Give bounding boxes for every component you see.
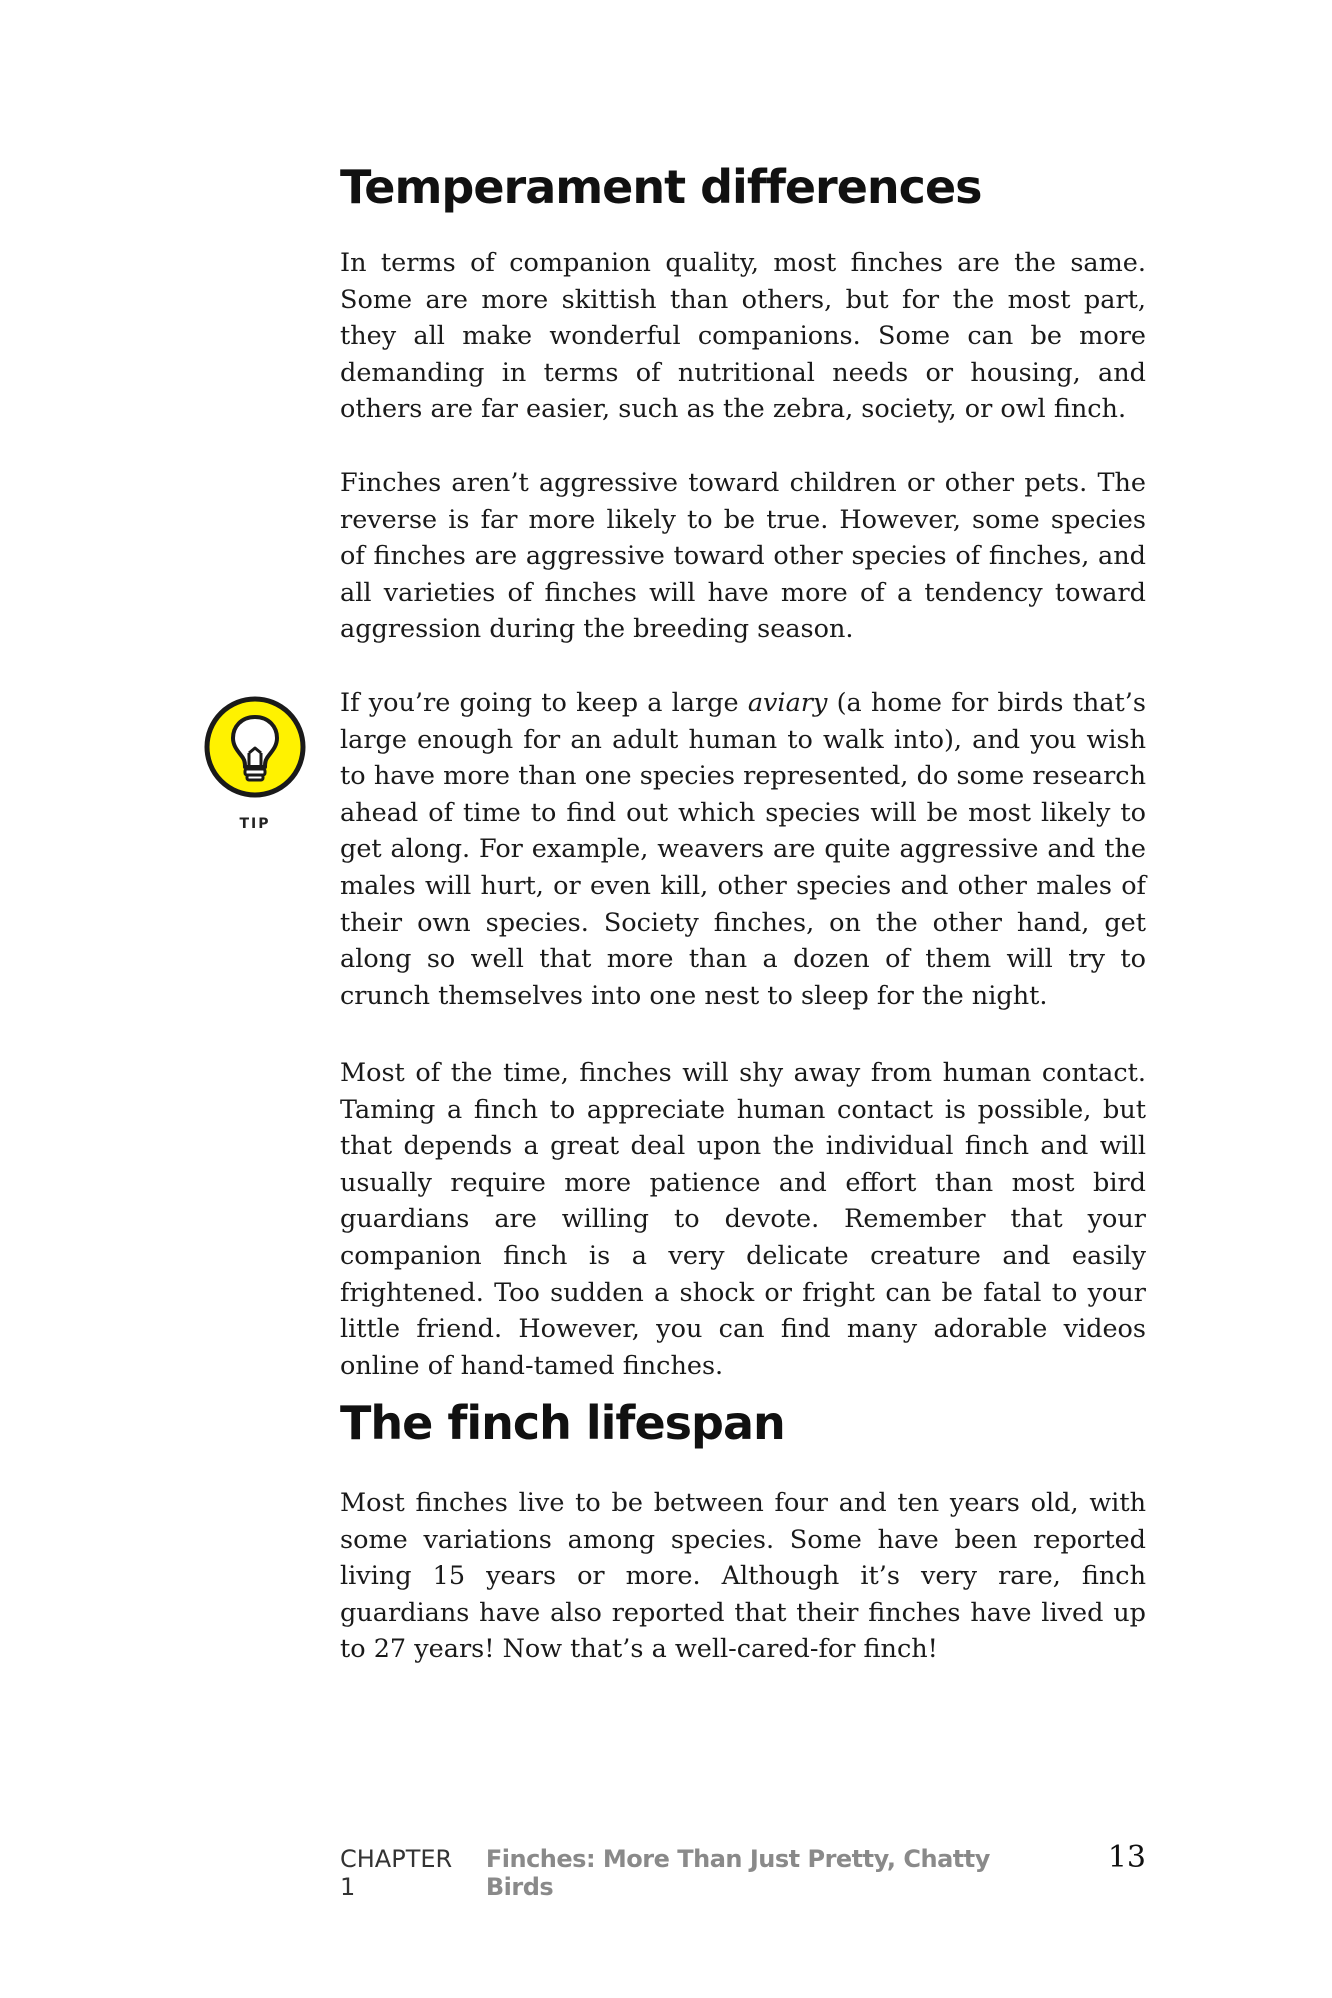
chapter-number: CHAPTER 1 [340, 1845, 453, 1901]
chapter-title: Finches: More Than Just Pretty, Chatty Birds [485, 1845, 990, 1901]
aviary-term: aviary [747, 688, 828, 718]
tip-label: TIP [239, 816, 271, 832]
page-number: 13 [1107, 1840, 1146, 1875]
body-paragraph: Finches aren’t aggressive toward children or other pets. The reverse is far more likely to be true. However, some species of finches are aggressive toward other species of finches, and all varieties of finches will have more of a tendency toward aggression during the breeding season. [340, 468, 1146, 645]
section-heading-temperament: Temperament differences [340, 160, 982, 214]
body-paragraph: Most finches live to be between four and ten years old, with some variations among species. Some have been reported living 15 years or more. Although it’s very rare, finch guardians have also reported that their finches have lived up to 27 years! Now that’s a well-cared-for finch! [340, 1488, 1146, 1665]
tip-paragraph [340, 685, 1146, 1014]
tip-text-end: (a home for birds that’s large enough for an adult human to walk into), and you wish to have more than one species represented, do some research ahead of time to find out which species will be most likely to get along. For example, weavers are quite aggressive and the males will hurt, or even kill, other species and other males of their own species. Society finches, on the other hand, get along so well that more than a dozen of them will try to crunch themselves into one nest to sleep for the night. [340, 688, 1146, 1011]
tip-text-start: If you’re going to keep a large [340, 688, 748, 718]
section-heading-lifespan: The finch lifespan [340, 1396, 785, 1450]
body-paragraph: In terms of companion quality, most finches are the same. Some are more skittish than others, but for the most part, they all make wonderful companions. Some can be more demanding in terms of nutritional needs or housing, and others are far easier, such as the zebra, society, or owl finch. [340, 248, 1146, 425]
lightbulb-icon [203, 695, 307, 799]
body-paragraph: Most of the time, finches will shy away from human contact. Taming a finch to appreciate human contact is possible, but that depends a great deal upon the individual finch and will usually require more patience and effort than most bird guardians are willing to devote. Remember that your companion finch is a very delicate creature and easily frightened. Too sudden a shock or fright can be fatal to your little friend. However, you can find many adorable videos online of hand-tamed finches. [340, 1058, 1146, 1381]
page-footer [340, 1840, 1146, 1901]
